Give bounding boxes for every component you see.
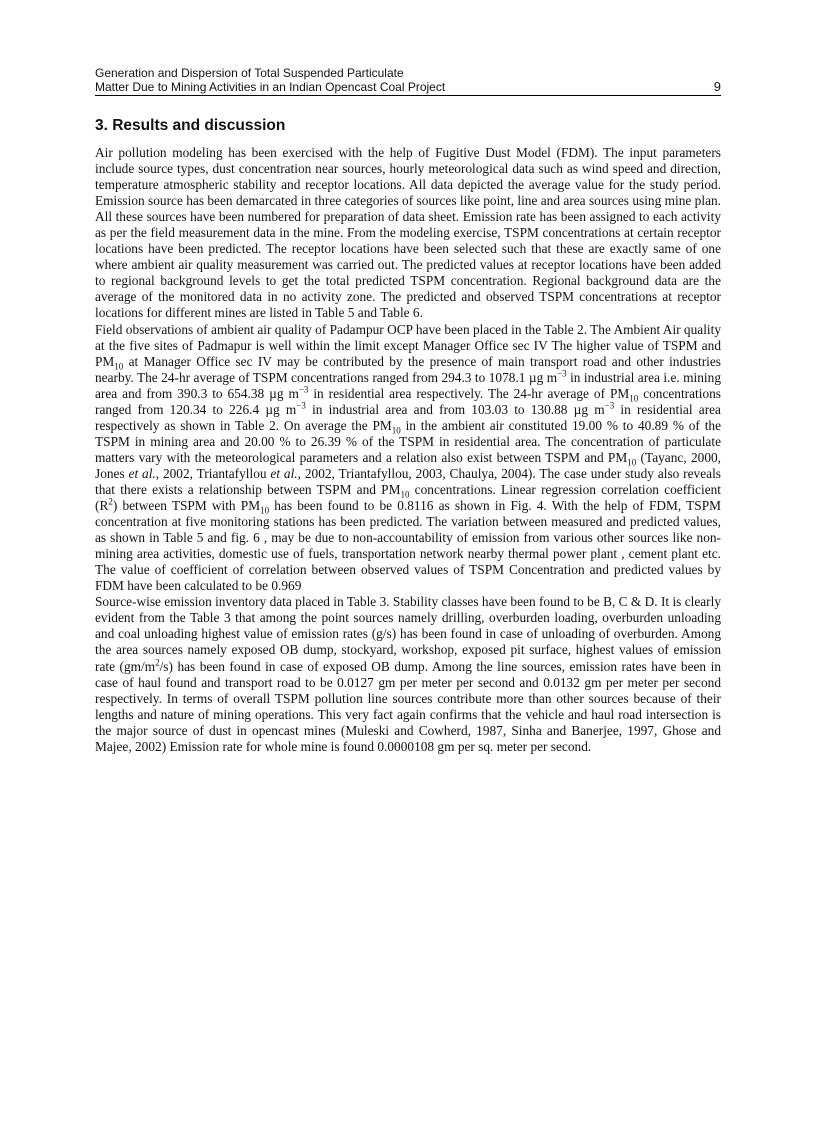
subscript: 10 bbox=[114, 361, 124, 372]
superscript: −3 bbox=[604, 400, 615, 411]
text-run: at Manager Office sec IV may be contributed by the presence of main transport road and other industries nearby. The 24-hr average of TSPM concentrations ranged from 294.3 to 1078.1 µg m bbox=[95, 353, 721, 385]
text-run: Source-wise emission inventory data placed in Table 3. Stability classes have been found to be B, C & D. It is clearly evident from the Table 3 that among the point sources namely drilling, overburden loading, overburden unloading and coal unloading highest value of emission rates (g/s) has been found in case of unloading of overburden. Among the area sources namely exposed OB dump, stockyard, workshop, exposed pit surface, highest values of emission rate (gm/m bbox=[95, 594, 721, 674]
paragraph-model-description bbox=[95, 145, 721, 322]
italic-text: et al. bbox=[128, 465, 156, 481]
subscript: 10 bbox=[260, 505, 270, 516]
running-header-line-2: Matter Due to Mining Activities in an Indian Opencast Coal Project bbox=[95, 80, 446, 94]
subscript: 10 bbox=[391, 425, 401, 436]
page bbox=[95, 66, 721, 755]
italic-text: et al. bbox=[270, 465, 298, 481]
text-run: in residential area respectively as shown in Table 2. On average the PM bbox=[95, 401, 721, 433]
page-number: 9 bbox=[713, 79, 721, 94]
text-run: concentrations ranged from 120.34 to 226.4 µg m bbox=[95, 385, 721, 417]
text-run: Field observations of ambient air quality of Padampur OCP have been placed in the Table 2. The Ambient Air quality at the five sites of Padmapur is well within the limit except Manager Office sec IV The higher value of TSPM and PM bbox=[95, 321, 721, 369]
text-run: , 2002, Triantafyllou, 2003, Chaulya, 2004). The case under study also reveals that there exists a relationship between TSPM and PM bbox=[95, 465, 721, 497]
superscript: −3 bbox=[557, 368, 567, 379]
superscript: −3 bbox=[298, 384, 309, 395]
text-run: concentrations. Linear regression correlation coefficient (R bbox=[95, 481, 721, 514]
subscript: 10 bbox=[627, 457, 637, 468]
running-header-line-1: Generation and Dispersion of Total Suspended Particulate bbox=[95, 66, 404, 80]
superscript: 2 bbox=[155, 657, 160, 668]
text-run: in the ambient air constituted 19.00 % to 40.89 % of the TSPM in mining area and 20.00 % to 26.39 % of the TSPM in residential area. The concentration of particulate matters vary with the meteorological parameters and a relation also exist between TSPM and PM bbox=[95, 417, 721, 465]
text-run: , 2002, Triantafyllou bbox=[155, 465, 271, 481]
paragraph-field-observations bbox=[95, 322, 721, 595]
text-run: ) between TSPM with PM bbox=[112, 498, 261, 514]
superscript: −3 bbox=[296, 400, 306, 411]
text-run: (Tayanc, 2000, Jones bbox=[95, 449, 721, 481]
text-run: has been found to be 0.8116 as shown in Fig. 4. With the help of FDM, TSPM concentration at five monitoring stations has been predicted. The variation between measured and predicted values, as shown in Table 5 and fig. 6 , may be due to non-accountability of emission from various other sources like non-mining area activities, domestic use of fuels, transportation network nearby thermal power plant , cement plant etc. The value of coefficient of correlation between observed values of TSPM Concentration and predicted values by FDM have been calculated to be 0.969 bbox=[95, 498, 721, 594]
body-text bbox=[95, 145, 721, 755]
text-run: in residential area respectively. The 24-hr average of PM bbox=[308, 385, 630, 401]
text-run: Air pollution modeling has been exercised with the help of Fugitive Dust Model (FDM). The input parameters include source types, dust concentration near sources, hourly meteorological data such as wind speed and direction, temperature atmospheric stability and receptor locations. All data depicted the average value for the study period. Emission source has been demarcated in three categories of sources like point, line and area sources using mine plan. All these sources have been numbered for preparation of data sheet. Emission rate has been assigned to each activity as per the field measurement data in the mine. From the modeling exercise, TSPM concentrations at certain receptor locations have been predicted. The receptor locations have been selected such that these are exactly same of one where ambient air quality measurement was carried out. The predicted values at receptor locations have been added to regional background levels to get the total predicted TSPM concentration. Regional background data are the average of the monitored data in no activity zone. The predicted and observed TSPM concentrations at receptor locations for different mines are listed in Table 5 and Table 6. bbox=[95, 145, 721, 321]
subscript: 10 bbox=[629, 393, 639, 404]
section-heading: 3. Results and discussion bbox=[95, 117, 286, 134]
text-run: in industrial area i.e. mining area and from 390.3 to 654.38 µg m bbox=[95, 369, 721, 401]
subscript: 10 bbox=[400, 489, 410, 500]
paragraph-emission-inventory bbox=[95, 594, 721, 754]
text-run: /s) has been found in case of exposed OB dump. Among the line sources, emission rates have been in case of haul found and transport road to be 0.0127 gm per meter per second and 0.0132 gm per meter per second respectively. In terms of overall TSPM pollution line sources contribute more than other sources because of their lengths and nature of mining operations. This very fact again confirms that the vehicle and haul road intersection is the major source of dust in opencast mines (Muleski and Cowherd, 1987, Sinha and Banerjee, 1997, Ghose and Majee, 2002) Emission rate for whole mine is found 0.0000108 gm per sq. meter per second. bbox=[95, 658, 721, 754]
text-run: in industrial area and from 103.03 to 130.88 µg m bbox=[305, 401, 605, 417]
running-header bbox=[95, 66, 721, 96]
superscript: 2 bbox=[108, 496, 113, 507]
